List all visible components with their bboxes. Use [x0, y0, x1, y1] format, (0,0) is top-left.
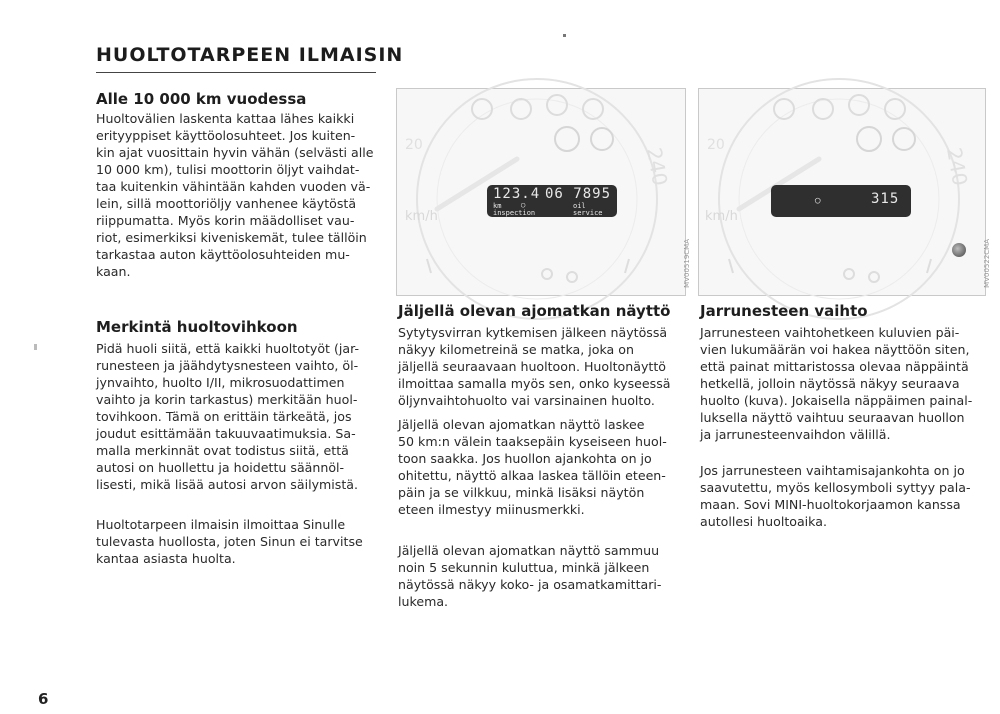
lcd-oil-label: oil — [573, 202, 586, 210]
lcd-trip-reading: 123.4 — [493, 186, 541, 202]
page-title: HUOLTOTARPEEN ILMAISIN — [96, 44, 404, 66]
clock-icon: ◯ — [815, 196, 821, 206]
lcd-display-brake-fluid — [771, 185, 911, 217]
text-line: riippumatta. Myös korin määdolliset vau- — [96, 213, 355, 228]
title-underline — [96, 72, 376, 73]
speed-unit-label: km/h — [405, 209, 438, 224]
text-line: autosi on huollettu ja hoidettu säännöl- — [96, 460, 345, 475]
svg-text:240: 240 — [942, 145, 973, 188]
lcd-display-remaining-distance — [487, 185, 617, 217]
text-line: toon saakka. Jos huollon ajankohta on jo — [398, 451, 652, 466]
clock-icon: ◯ — [521, 201, 526, 209]
text-line: 50 km:n välein taaksepäin kyseiseen huol- — [398, 434, 667, 449]
text-line: päin ja se vilkkuu, minkä lisäksi näytön — [398, 485, 645, 500]
text-line: hetkellä, jolloin näytössä näkyy seuraava — [700, 376, 960, 391]
text-line: että painat mittaristossa olevaa näppäintä — [700, 359, 969, 374]
lcd-inspection-label: inspection — [493, 209, 536, 217]
text-line: tovihkoon. Tämä on erittäin tärkeätä, jos — [96, 409, 352, 424]
page-number: 6 — [38, 690, 49, 708]
text-line: ja jarrunesteenvaihdon välillä. — [700, 427, 891, 442]
text-line: Jarrunesteen vaihtohetkeen kuluvien päi- — [700, 325, 960, 340]
instrument-figure-brake-fluid — [698, 88, 991, 296]
text-line: jynvaihto, huolto I/II, mikrosuodattimen — [96, 375, 345, 390]
section-heading-under-10000km: Alle 10 000 km vuodessa — [96, 90, 307, 108]
text-line: erityyppiset käyttöolosuhteet. Jos kuiten- — [96, 128, 356, 143]
text-line: näytössä näkyy koko- ja osamatkamittari- — [398, 577, 662, 592]
text-line: Huoltotarpeen ilmaisin ilmoittaa Sinulle — [96, 517, 346, 532]
text-line: 10 000 km), tulisi moottorin öljyt vaihdat- — [96, 162, 360, 177]
lcd-service-label: service — [573, 209, 603, 217]
text-line: Jos jarrunesteen vaihtamisajankohta on jo — [700, 463, 965, 478]
text-line: vaihto ja korin tarkastus) merkitään huol- — [96, 392, 358, 407]
text-line: kaan. — [96, 264, 131, 279]
speed-unit-label: km/h — [705, 209, 738, 224]
text-line: huolto (kuva). Jokaisella näppäimen painal- — [700, 393, 973, 408]
figure-code: MV00519CMA — [683, 239, 691, 288]
paragraph-brake-fluid-1 — [700, 324, 972, 443]
lcd-km-label: km — [493, 202, 502, 210]
text-line: lisesti, mikä lisää autosi arvon säilymistä. — [96, 477, 359, 492]
paragraph-remaining-distance-2 — [398, 416, 667, 518]
text-line: tarkastaa auton käyttöolosuhteiden mu- — [96, 247, 350, 262]
text-line: lukema. — [398, 594, 449, 609]
paragraph-service-booklet — [96, 340, 359, 493]
paragraph-remaining-distance-3 — [398, 542, 661, 610]
section-heading-service-booklet: Merkintä huoltovihkoon — [96, 318, 298, 336]
margin-mark — [34, 344, 37, 350]
text-line: tulevasta huollosta, joten Sinun ei tarvitse — [96, 534, 363, 549]
svg-text:20: 20 — [405, 137, 423, 153]
section-heading-remaining-distance: Jäljellä olevan ajomatkan näyttö — [398, 302, 671, 320]
text-line: kantaa asiasta huolta. — [96, 551, 236, 566]
text-line: ohitettu, näyttö alkaa laskea tällöin eteen- — [398, 468, 666, 483]
text-line: riot, esimerkiksi kiveniskemät, tulee tällöin — [96, 230, 367, 245]
text-line: öljynvaihtohuolto vai varsinainen huolto. — [398, 393, 655, 408]
text-line: kin ajat vuosittain hyvin vähän (selvästi alle — [96, 145, 374, 160]
text-line: Jäljellä olevan ajomatkan näyttö laskee — [398, 417, 645, 432]
text-line: lein, sillä moottoriöljy vanhenee käytöstä — [96, 196, 357, 211]
text-line: joudut esittämään takuuvaatimuksia. Sa- — [96, 426, 356, 441]
text-line: Jäljellä olevan ajomatkan näyttö sammuu — [398, 543, 660, 558]
text-line: runesteen ja jäähdytysnesteen vaihto, öl- — [96, 358, 359, 373]
lcd-days-reading: 315 — [871, 191, 900, 207]
text-line: saavutettu, myös kellosymboli syttyy pala- — [700, 480, 971, 495]
text-line: Pidä huoli siitä, että kaikki huoltotyöt (jar- — [96, 341, 360, 356]
text-line: eteen ilmestyy miinusmerkki. — [398, 502, 585, 517]
paragraph-remaining-distance-1 — [398, 324, 671, 409]
instrument-figure-remaining-distance — [396, 88, 691, 296]
text-line: näkyy kilometreinä se matka, joka on — [398, 342, 634, 357]
text-line: jäljellä seuraavaan huoltoon. Huoltonäyttö — [398, 359, 666, 374]
text-line: luksella näyttö vaihtuu seuraavan huollon — [700, 410, 965, 425]
text-line: ilmoittaa samalla myös sen, onko kyseessä — [398, 376, 671, 391]
figure-code: MV00522CMA — [983, 239, 991, 288]
text-line: vien lukumäärän voi hakea näyttöön siten, — [700, 342, 970, 357]
text-line: taa kuitenkin vähintään kahden vuoden vä- — [96, 179, 371, 194]
text-line: Huoltovälien laskenta kattaa lähes kaikki — [96, 111, 355, 126]
text-line: malla merkinnät ovat todistus siitä, että — [96, 443, 349, 458]
paragraph-under-10000km — [96, 110, 374, 280]
paragraph-service-indicator — [96, 516, 363, 567]
text-line: maan. Sovi MINI-huoltokorjaamon kanssa — [700, 497, 961, 512]
svg-text:240: 240 — [642, 145, 673, 188]
lcd-main-reading: 06 7895 — [545, 186, 612, 202]
svg-text:20: 20 — [707, 137, 725, 153]
section-heading-brake-fluid: Jarrunesteen vaihto — [700, 302, 868, 320]
text-line: Sytytysvirran kytkemisen jälkeen näytössä — [398, 325, 668, 340]
reset-button[interactable] — [952, 243, 966, 257]
text-line: noin 5 sekunnin kuluttua, minkä jälkeen — [398, 560, 650, 575]
scan-speck — [563, 34, 566, 37]
text-line: autollesi huoltoaika. — [700, 514, 827, 529]
paragraph-brake-fluid-2 — [700, 462, 971, 530]
